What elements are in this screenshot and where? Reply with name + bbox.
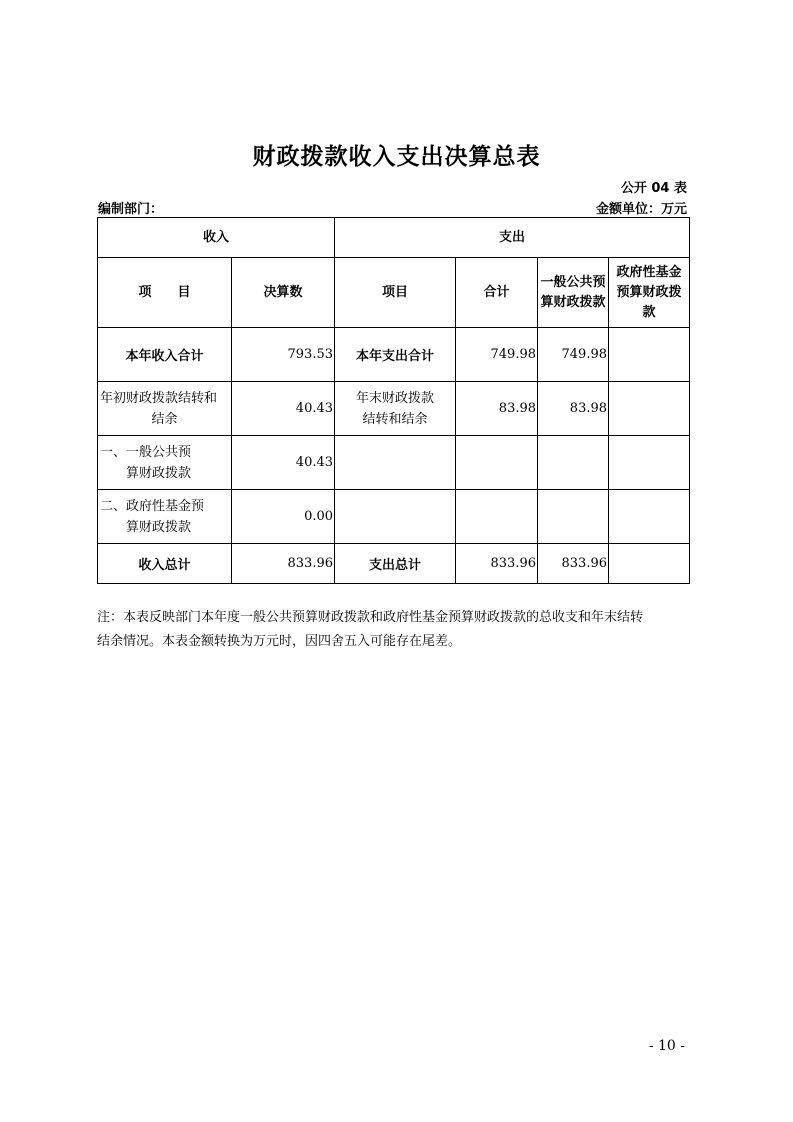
column-header-row — [98, 258, 690, 328]
fiscal-appropriation-summary-table — [97, 217, 690, 584]
expense-item-line2: 结转和结余 — [362, 411, 428, 427]
income-amount-cell: 793.53 — [232, 328, 335, 382]
income-amount-cell: 0.00 — [232, 490, 335, 544]
expense-total-cell: 749.98 — [456, 328, 538, 382]
table-row-total — [98, 544, 690, 584]
income-item-line2: 算财政拨款 — [126, 465, 192, 481]
page-title: 财政拨款收入支出决算总表 — [252, 144, 541, 170]
expense-item-cell: 本年支出合计 — [335, 328, 456, 382]
page-number: - 10 - — [648, 1038, 685, 1054]
table-row — [98, 328, 690, 382]
general-budget-cell: 749.98 — [538, 328, 609, 382]
income-amount-cell: 40.43 — [232, 436, 335, 490]
expense-total-cell — [456, 436, 538, 490]
income-item-cell — [98, 436, 232, 490]
gov-fund-cell — [609, 328, 690, 382]
income-item-line2: 算财政拨款 — [126, 519, 192, 535]
expense-item-cell — [335, 382, 456, 436]
department-label: 编制部门： — [98, 202, 164, 217]
gov-fund-cell — [609, 490, 690, 544]
expense-total-column-header: 合计 — [456, 258, 538, 328]
income-item-cell — [98, 382, 232, 436]
income-amount-cell: 40.43 — [232, 382, 335, 436]
general-budget-cell — [538, 490, 609, 544]
expense-total-cell — [456, 490, 538, 544]
general-budget-cell — [538, 436, 609, 490]
income-item-line1: 一、一般公共预 — [100, 444, 192, 460]
income-item-cell — [98, 490, 232, 544]
income-item-cell: 本年收入合计 — [98, 328, 232, 382]
gov-fund-cell — [609, 382, 690, 436]
income-item-line2: 结余 — [151, 411, 178, 427]
table-row — [98, 490, 690, 544]
expense-total-label: 支出总计 — [335, 544, 456, 584]
expense-section-header: 支出 — [335, 218, 690, 258]
gov-fund-column-header: 政府性基金预算财政拨款 — [609, 258, 690, 328]
expense-item-column-header: 项目 — [335, 258, 456, 328]
amount-unit-label: 金额单位：万元 — [595, 202, 687, 217]
general-budget-cell: 83.98 — [538, 382, 609, 436]
footnote-line1: 注：本表反映部门本年度一般公共预算财政拨款和政府性基金预算财政拨款的总收支和年末结转 — [97, 610, 644, 625]
section-header-row — [98, 218, 690, 258]
expense-item-line1: 年末财政拨款 — [356, 390, 435, 406]
income-total-amount: 833.96 — [232, 544, 335, 584]
income-total-label: 收入总计 — [98, 544, 232, 584]
form-code: 公开 04 表 — [620, 181, 687, 196]
general-budget-total: 833.96 — [538, 544, 609, 584]
general-budget-column-header: 一般公共预算财政拨款 — [538, 258, 609, 328]
income-amount-column-header: 决算数 — [232, 258, 335, 328]
table-row — [98, 436, 690, 490]
expense-item-cell — [335, 490, 456, 544]
income-item-line1: 二、政府性基金预 — [100, 498, 205, 514]
expense-grand-total: 833.96 — [456, 544, 538, 584]
table-row — [98, 382, 690, 436]
income-item-line1: 年初财政拨款结转和 — [100, 390, 218, 406]
gov-fund-cell — [609, 436, 690, 490]
gov-fund-total — [609, 544, 690, 584]
income-section-header: 收入 — [98, 218, 335, 258]
income-item-column-header: 项 目 — [98, 258, 232, 328]
expense-total-cell: 83.98 — [456, 382, 538, 436]
expense-item-cell — [335, 436, 456, 490]
footnote-line2: 结余情况。本表金额转换为万元时，因四舍五入可能存在尾差。 — [97, 634, 462, 649]
footnote — [97, 606, 689, 654]
